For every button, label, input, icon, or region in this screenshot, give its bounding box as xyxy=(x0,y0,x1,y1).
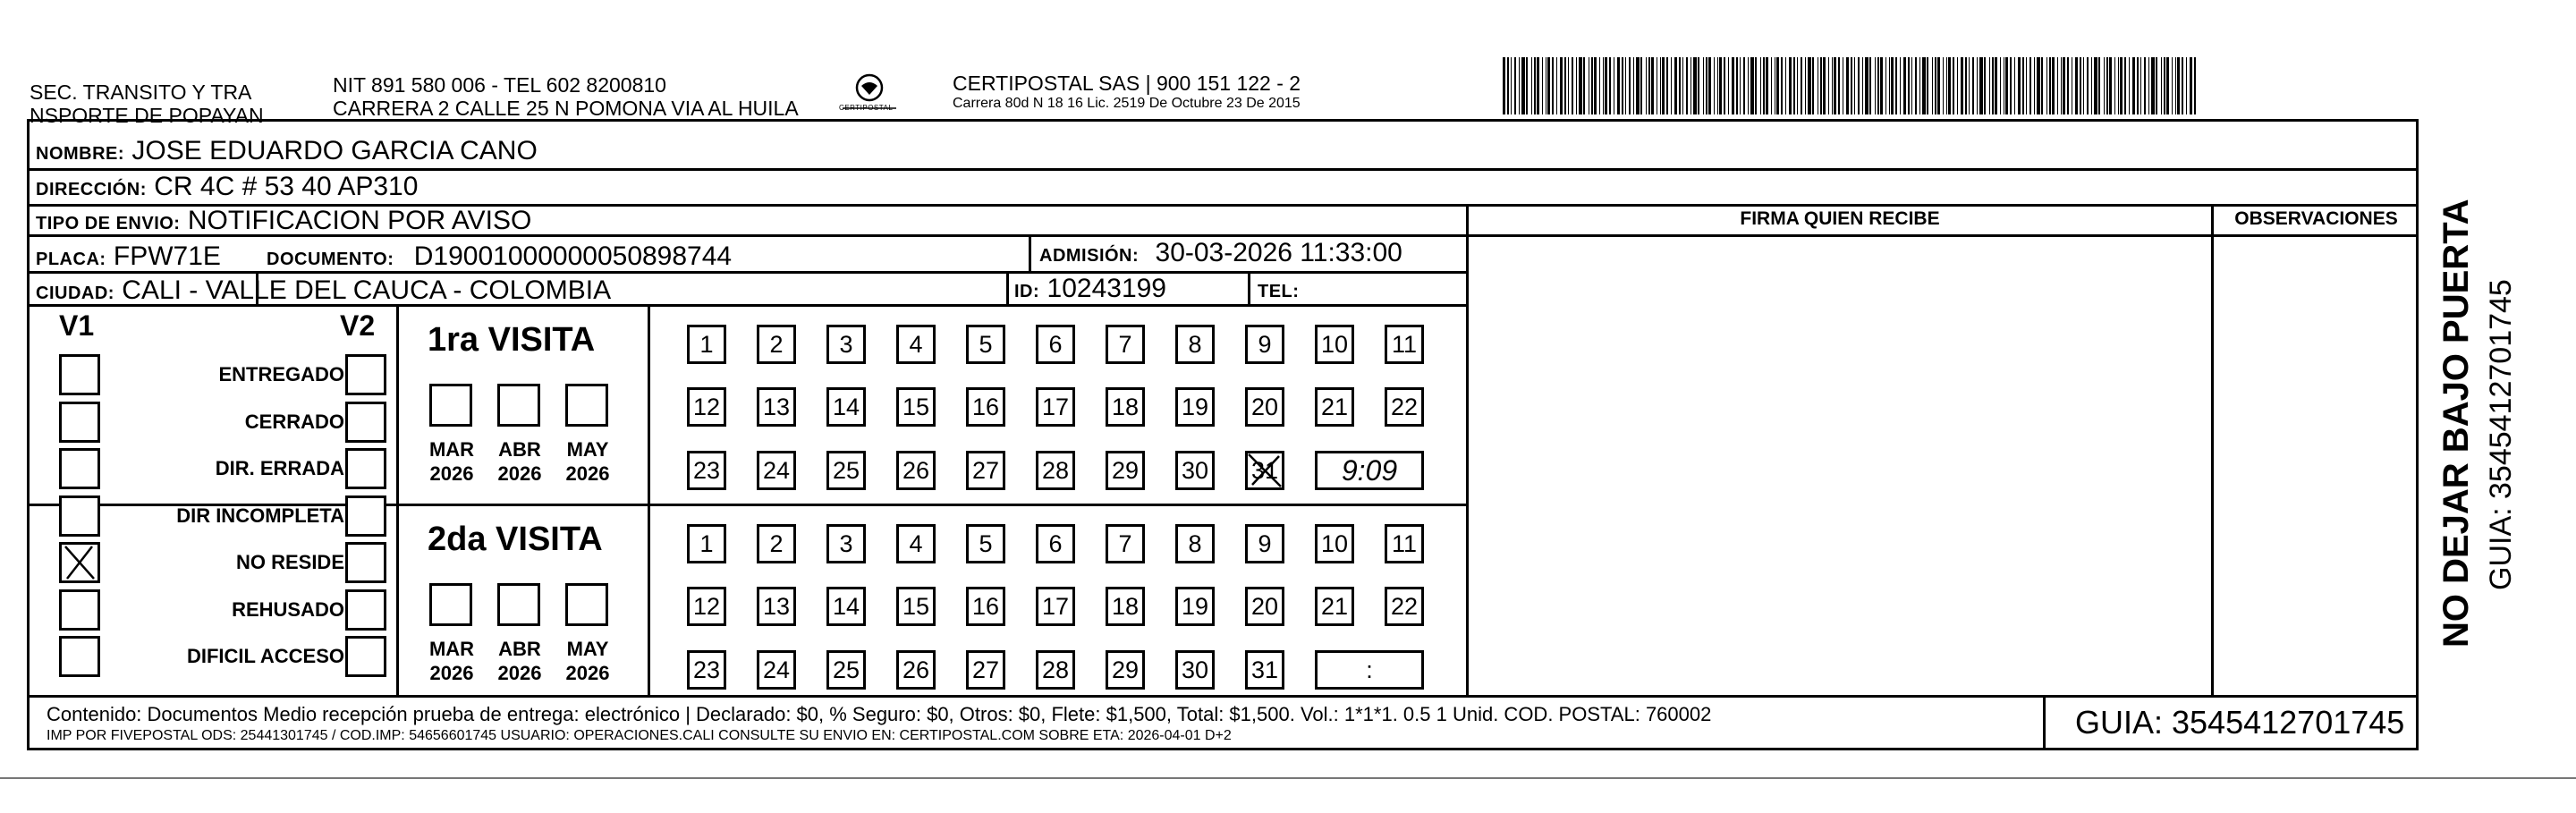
v1-checkbox[interactable] xyxy=(59,542,100,583)
month-label xyxy=(490,637,549,685)
direccion-value: CR 4C # 53 40 AP310 xyxy=(154,172,419,201)
status-label: DIFICIL ACCESO xyxy=(186,645,344,667)
month-name: MAY xyxy=(566,438,609,461)
day-box[interactable]: 12 xyxy=(687,387,726,427)
day-box[interactable]: 12 xyxy=(687,587,726,626)
day-box[interactable]: 10 xyxy=(1315,524,1354,563)
id-label: ID: xyxy=(1014,282,1040,301)
day-box[interactable]: 3 xyxy=(826,325,866,364)
plate xyxy=(36,241,221,275)
day-box[interactable]: 16 xyxy=(966,387,1005,427)
v1-checkbox[interactable] xyxy=(59,448,100,489)
day-box[interactable]: 22 xyxy=(1385,587,1424,626)
day-box[interactable]: 21 xyxy=(1315,387,1354,427)
nombre-value: JOSE EDUARDO GARCIA CANO xyxy=(131,136,538,165)
v2-header: V2 xyxy=(340,309,376,342)
day-box[interactable]: 28 xyxy=(1036,451,1075,490)
placa-label: PLACA: xyxy=(36,250,106,269)
day-box[interactable]: 24 xyxy=(757,650,796,690)
day-box[interactable]: 13 xyxy=(757,587,796,626)
placa-value: FPW71E xyxy=(113,241,221,271)
sender-line-2: NSPORTE DE POPAYAN xyxy=(30,104,264,127)
admision-value: 30-03-2026 11:33:00 xyxy=(1155,238,1402,267)
day-box[interactable]: 30 xyxy=(1175,650,1215,690)
day-box[interactable]: 9 xyxy=(1245,325,1284,364)
nit-line: NIT 891 580 006 - TEL 602 8200810 xyxy=(333,73,666,97)
documento-value: D19001000000050898744 xyxy=(413,241,733,271)
signature-area[interactable] xyxy=(1469,237,2211,695)
day-number: 31 xyxy=(1250,457,1279,484)
day-box[interactable]: 14 xyxy=(826,587,866,626)
month-checkbox[interactable] xyxy=(429,583,472,626)
day-box[interactable]: 2 xyxy=(757,325,796,364)
documento-label: DOCUMENTO: xyxy=(267,250,394,269)
v2-checkbox[interactable] xyxy=(345,589,386,631)
day-box[interactable]: 11 xyxy=(1385,325,1424,364)
day-box[interactable]: 10 xyxy=(1315,325,1354,364)
day-box[interactable]: 16 xyxy=(966,587,1005,626)
ciudad-label: CIUDAD: xyxy=(36,284,114,303)
observations-area[interactable] xyxy=(2214,237,2419,695)
month-year: 2026 xyxy=(565,462,610,485)
day-box[interactable]: 23 xyxy=(687,451,726,490)
carrier-line-2: Carrera 80d N 18 16 Lic. 2519 De Octubre 23 De 2015 xyxy=(953,96,1301,111)
status-label: REHUSADO xyxy=(232,598,344,621)
visit-title: 1ra VISITA xyxy=(428,321,596,359)
status-label: NO RESIDE xyxy=(235,551,344,573)
month-name: ABR xyxy=(498,638,541,660)
day-box[interactable]: 26 xyxy=(896,451,936,490)
day-box[interactable]: 28 xyxy=(1036,650,1075,690)
cut-line xyxy=(0,777,2576,779)
document xyxy=(267,241,732,275)
signature-column-header: FIRMA QUIEN RECIBE xyxy=(1740,208,1940,229)
tipo-label: TIPO DE ENVIO: xyxy=(36,214,181,233)
tel-label: TEL: xyxy=(1258,282,1300,301)
month-checkbox[interactable] xyxy=(497,583,540,626)
month-label xyxy=(558,437,617,486)
day-box[interactable]: 11 xyxy=(1385,524,1424,563)
admission xyxy=(1039,238,1402,271)
tipo-value: NOTIFICACION POR AVISO xyxy=(187,206,532,235)
month-year: 2026 xyxy=(497,462,542,485)
month-name: MAR xyxy=(428,438,475,461)
v1-checkbox[interactable] xyxy=(59,636,100,677)
v2-checkbox[interactable] xyxy=(345,542,386,583)
observations-column-header: OBSERVACIONES xyxy=(2234,208,2398,229)
day-box[interactable]: 29 xyxy=(1106,650,1145,690)
direccion-label: DIRECCIÓN: xyxy=(36,180,147,199)
month-label xyxy=(558,637,617,685)
day-box[interactable]: 25 xyxy=(826,650,866,690)
day-box[interactable]: 29 xyxy=(1106,451,1145,490)
day-box[interactable]: 15 xyxy=(896,387,936,427)
day-box[interactable]: 20 xyxy=(1245,587,1284,626)
month-checkbox[interactable] xyxy=(565,384,608,427)
tel-field xyxy=(1258,274,1299,307)
day-box[interactable]: 7 xyxy=(1106,524,1145,563)
carrier-line-1: CERTIPOSTAL SAS | 900 151 122 - 2 xyxy=(953,72,1301,95)
day-box[interactable]: 19 xyxy=(1175,587,1215,626)
barcode xyxy=(1503,57,2199,114)
day-box[interactable]: 19 xyxy=(1175,387,1215,427)
v1-checkbox[interactable] xyxy=(59,589,100,631)
month-name: MAR xyxy=(428,638,475,660)
nombre-label: NOMBRE: xyxy=(36,144,125,164)
admision-label: ADMISIÓN: xyxy=(1039,246,1140,266)
day-box[interactable]: 27 xyxy=(966,451,1005,490)
day-box[interactable]: 7 xyxy=(1106,325,1145,364)
day-box[interactable]: 4 xyxy=(896,524,936,563)
visit-title: 2da VISITA xyxy=(428,521,603,558)
city xyxy=(36,275,611,309)
month-name: MAY xyxy=(566,638,609,660)
recipient-address xyxy=(36,172,418,205)
side-guide-number: GUIA: 3545412701745 xyxy=(2484,279,2518,590)
day-box[interactable]: 27 xyxy=(966,650,1005,690)
day-box[interactable]: 21 xyxy=(1315,587,1354,626)
id-field xyxy=(1014,274,1166,307)
day-box[interactable]: 17 xyxy=(1036,587,1075,626)
logo-text: CERTIPOSTAL xyxy=(839,104,894,112)
day-box[interactable]: 4 xyxy=(896,325,936,364)
sender-contact xyxy=(333,73,799,120)
status-label: DIR INCOMPLETA xyxy=(176,504,344,527)
month-label xyxy=(490,437,549,486)
id-value: 10243199 xyxy=(1046,274,1166,303)
v2-checkbox[interactable] xyxy=(345,495,386,537)
v2-checkbox[interactable] xyxy=(345,402,386,443)
day-box[interactable]: 25 xyxy=(826,451,866,490)
v2-checkbox[interactable] xyxy=(345,636,386,677)
day-box[interactable] xyxy=(1245,451,1284,490)
visit-time-box[interactable]: : xyxy=(1315,650,1424,690)
day-box[interactable]: 9 xyxy=(1245,524,1284,563)
day-box[interactable]: 23 xyxy=(687,650,726,690)
day-box[interactable]: 3 xyxy=(826,524,866,563)
status-label: DIR. ERRADA xyxy=(215,457,344,479)
day-box[interactable]: 6 xyxy=(1036,325,1075,364)
month-checkbox[interactable] xyxy=(429,384,472,427)
visit-time-box[interactable]: 9:09 xyxy=(1315,451,1424,490)
contents-line: Contenido: Documentos Medio recepción prueba de entrega: electrónico | Declarado: $0, % Seguro: $0, Otros: $0, Flete: $1,500, Total: $1,500. Vol.: 1*1*1. 0.5 1 Unid. COD. POSTAL: 760002 xyxy=(47,703,1712,725)
month-year: 2026 xyxy=(429,662,474,684)
day-box[interactable]: 30 xyxy=(1175,451,1215,490)
day-box[interactable]: 5 xyxy=(966,325,1005,364)
address-line: CARRERA 2 CALLE 25 N POMONA VIA AL HUILA xyxy=(333,97,799,120)
day-box[interactable]: 8 xyxy=(1175,524,1215,563)
print-info-line: IMP POR FIVEPOSTAL ODS: 25441301745 / COD.IMP: 54656601745 USUARIO: OPERACIONES.CALI CONSULTE SU ENVIO EN: CERTIPOSTAL.COM SOBRE ETA: 2026-04-01 D+2 xyxy=(47,728,1232,743)
status-label: CERRADO xyxy=(244,411,344,433)
do-not-leave-under-door: NO DEJAR BAJO PUERTA xyxy=(2436,199,2476,648)
day-box[interactable]: 5 xyxy=(966,524,1005,563)
day-box[interactable]: 20 xyxy=(1245,387,1284,427)
v2-checkbox[interactable] xyxy=(345,354,386,395)
day-box[interactable]: 24 xyxy=(757,451,796,490)
month-checkbox[interactable] xyxy=(565,583,608,626)
carrier-info xyxy=(953,72,1301,113)
day-box[interactable]: 1 xyxy=(687,524,726,563)
day-box[interactable]: 2 xyxy=(757,524,796,563)
ciudad-value: CALI - VALLE DEL CAUCA - COLOMBIA xyxy=(122,275,612,305)
certipostal-logo xyxy=(834,70,905,120)
day-box[interactable]: 6 xyxy=(1036,524,1075,563)
month-year: 2026 xyxy=(497,662,542,684)
day-box[interactable]: 13 xyxy=(757,387,796,427)
month-checkbox[interactable] xyxy=(497,384,540,427)
month-label xyxy=(422,437,481,486)
day-box[interactable]: 26 xyxy=(896,650,936,690)
v1-header: V1 xyxy=(59,309,95,342)
month-year: 2026 xyxy=(565,662,610,684)
day-box[interactable]: 8 xyxy=(1175,325,1215,364)
guide-number: GUIA: 3545412701745 xyxy=(2075,704,2405,741)
v1-checkbox[interactable] xyxy=(59,495,100,537)
month-year: 2026 xyxy=(429,462,474,485)
recipient-name xyxy=(36,136,538,169)
day-box[interactable]: 1 xyxy=(687,325,726,364)
month-label xyxy=(422,637,481,685)
day-box[interactable]: 15 xyxy=(896,587,936,626)
day-box[interactable]: 18 xyxy=(1106,587,1145,626)
month-name: ABR xyxy=(498,438,541,461)
day-box[interactable]: 22 xyxy=(1385,387,1424,427)
day-box[interactable]: 17 xyxy=(1036,387,1075,427)
v1-checkbox[interactable] xyxy=(59,354,100,395)
day-box[interactable]: 18 xyxy=(1106,387,1145,427)
status-label: ENTREGADO xyxy=(218,363,344,385)
shipment-type xyxy=(36,206,531,239)
v1-checkbox[interactable] xyxy=(59,402,100,443)
v2-checkbox[interactable] xyxy=(345,448,386,489)
day-box[interactable]: 31 xyxy=(1245,650,1284,690)
sender-line-1: SEC. TRANSITO Y TRA xyxy=(30,80,252,104)
day-box[interactable]: 14 xyxy=(826,387,866,427)
